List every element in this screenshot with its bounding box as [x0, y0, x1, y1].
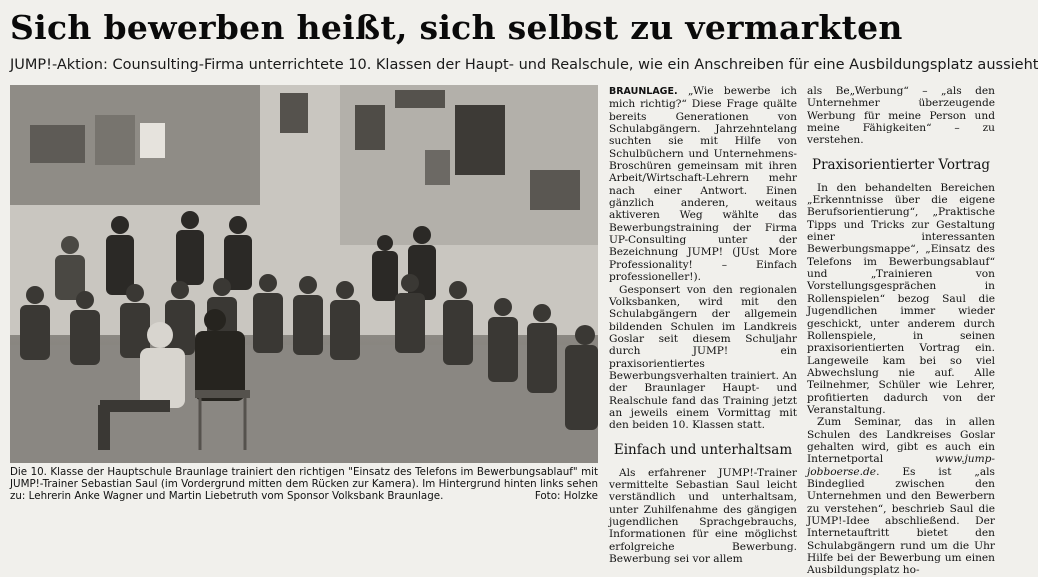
headline: Sich bewerben heißt, sich selbst zu vermarkten: [10, 8, 903, 47]
paragraph-text: Zum Seminar, das in allen Schulen des Landkreises Goslar gehalten wird, gibt es auch ein Internetportal: [807, 416, 995, 466]
article-paragraph: Als erfahrener JUMP!-Trainer vermittelte Sebastian Saul leicht verständlich und unterhaltsam, unter Zuhilfenahme des gängigen jugendlichen Sprachgebrauchs, Informationen für eine möglichst erfolgreiche Bewerbung. Bewerbung sei vor allem: [609, 466, 797, 566]
article-lead: [609, 85, 797, 284]
paragraph-text: . Es ist „als Bindeglied zwischen den Unternehmen und den Bewerbern zu verstehen“, beschrieb Saul die JUMP!-Idee abschließend. Der Internetauftritt bietet den Schulabgängern rund um die Uhr Hilfe bei der Bewerbung um einen Ausbildungsplatz ho-: [807, 465, 995, 577]
article-paragraph: In den behandelten Bereichen „Erkenntnisse über die eigene Berufsorientierung“, „Praktische Tipps und Tricks zur Gestaltung einer interessanten Bewerbungsmappe“, „Einsatz des Telefons im Bewerbungsablauf“ und „Trainieren von Vorstellungsgesprächen in Rollenspielen“ bezog Saul die Jugendlichen immer wieder geschickt, unter anderem durch Rollenspiele, in seinen praxisorientierten Vortrag ein. Langeweile kam bei so viel Abwechslung nie auf. Alle Teilnehmer, Schüler wie Lehrer, profitierten dadurch von der Veranstaltung.: [807, 181, 995, 416]
subheadline: JUMP!-Aktion: Counsulting-Firma unterrichtete 10. Klassen der Haupt- und Realschule, wie ein Anschreiben für eine Ausbildungsplatz aussieht: [10, 57, 1038, 73]
article-paragraph: Gesponsert von den regionalen Volksbanken, wird mit den Schulabgängern der allgemein bildenden Schulen im Landkreis Goslar seit diesem Schuljahr durch JUMP! ein praxisorientiertes Bewerbungsverhalten trainiert. An der Braunlager Haupt- und Realschule fand das Training jetzt an jeweils einem Vormittag mit den beiden 10. Klassen statt.: [609, 283, 797, 432]
photo-caption: [10, 466, 598, 516]
article-paragraph: [807, 416, 995, 576]
photo-credit: Foto: Holzke: [534, 490, 598, 503]
article-column-2: [807, 85, 995, 577]
section-subtitle: Einfach und unterhaltsam: [613, 441, 793, 458]
website-link[interactable]: www.jump-jobboerse.de: [807, 453, 995, 478]
article-column-1: [609, 85, 797, 566]
caption-text: Die 10. Klasse der Hauptschule Braunlage trainiert den richtigen "Einsatz des Telefons im Bewerbungsablauf" mit JUMP!-Trainer Sebastian Saul (im Vordergrund mitten dem Rücken zur Kamera). Im Hintergrund hinten links sehen zu: Lehrerin Anke Wagner und Martin Liebetruth vom Sponsor Volksbank Braunlage.: [10, 466, 598, 503]
section-subtitle: Praxisorientierter Vortrag: [811, 156, 991, 173]
dateline: BRAUNLAGE.: [609, 86, 678, 97]
lead-text: „Wie bewerbe ich mich richtig?“ Diese Frage quälte bereits Generationen von Schulabgängern. Jahrzehntelang suchten sie mit Hilfe von Schulbüchern und Unternehmens-Broschüren gemeinsam mit ihren Arbeit/Wirtschaft-Lehrern mehr nach einer Antwort. Einen gänzlich anderen, weitaus aktiveren Weg wählte das Bewerbungstraining der Firma UP-Consulting unter der Bezeichnung JUMP! (JUst More Professionality! – Einfach professioneller!).: [609, 85, 797, 284]
class-photo: [10, 85, 598, 463]
article-paragraph: als Be„Werbung“ – „als den Unternehmer überzeugende Werbung für meine Person und meine Fähigkeiten“ – zu verstehen.: [807, 85, 995, 147]
